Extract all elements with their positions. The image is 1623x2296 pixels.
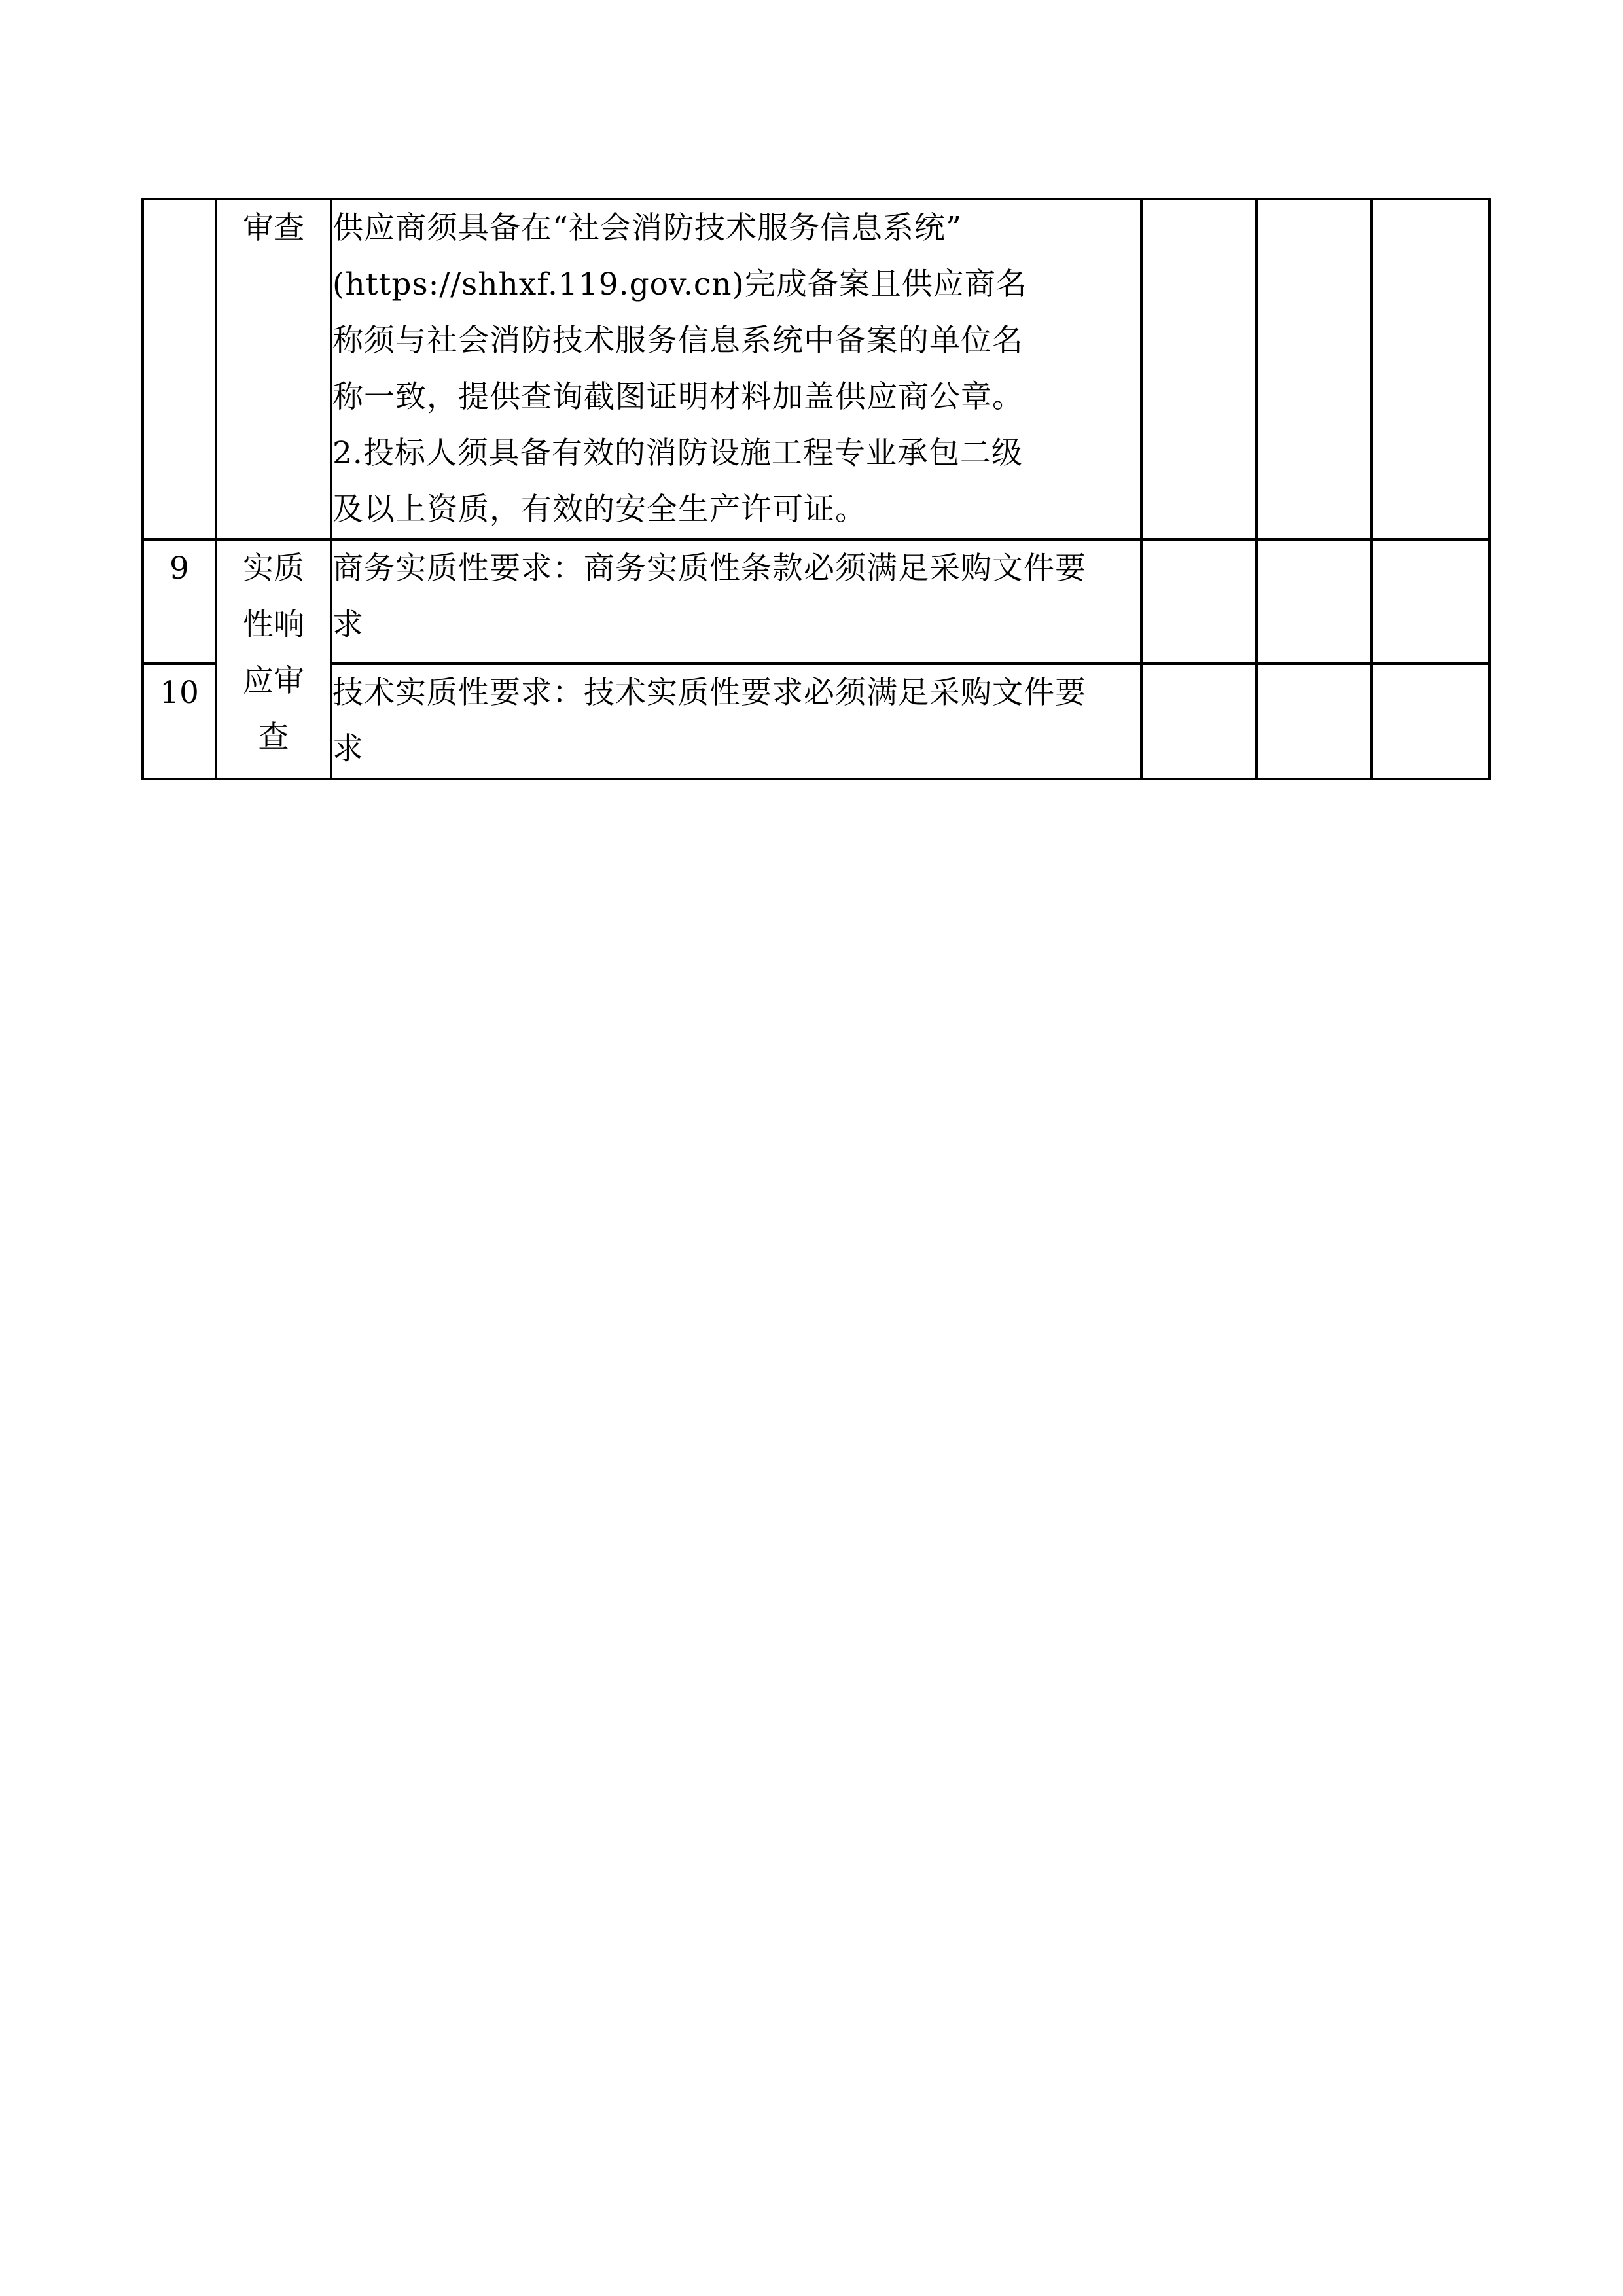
requirement-line: 求 [332, 607, 364, 643]
table-row [143, 199, 1489, 539]
requirement-line: 称一致，提供查询截图证明材料加盖供应商公章。 [332, 379, 1024, 415]
requirement-line: 及以上资质，有效的安全生产许可证。 [332, 492, 866, 528]
category-label-line: 性响 [243, 607, 304, 643]
review-criteria-table [141, 198, 1491, 780]
category-label-line: 实质 [243, 550, 304, 586]
requirement-line: (https://shhxf.119.gov.cn)完成备案且供应商名 [332, 266, 1027, 302]
empty-cell [1257, 539, 1372, 664]
row-number-cell: 9 [143, 539, 216, 664]
empty-cell [1141, 199, 1257, 539]
requirement-cell [331, 199, 1141, 539]
table-row [143, 664, 1489, 779]
requirement-line: 供应商须具备在“社会消防技术服务信息系统” [332, 210, 963, 246]
empty-cell [1372, 199, 1489, 539]
empty-cell [1372, 664, 1489, 779]
table-row [143, 539, 1489, 664]
row-number-cell: 10 [143, 664, 216, 779]
requirement-cell [331, 664, 1141, 779]
requirement-cell [331, 539, 1141, 664]
requirement-line: 求 [332, 731, 364, 767]
category-cell [216, 539, 331, 779]
requirement-line: 商务实质性要求：商务实质性条款必须满足采购文件要 [332, 550, 1086, 586]
category-cell [216, 199, 331, 539]
empty-cell [1257, 199, 1372, 539]
category-label-line: 应审 [243, 663, 304, 699]
requirement-line: 称须与社会消防技术服务信息系统中备案的单位名 [332, 323, 1024, 359]
empty-cell [1372, 539, 1489, 664]
category-label: 审查 [243, 210, 304, 246]
row-number-cell [143, 199, 216, 539]
empty-cell [1141, 539, 1257, 664]
empty-cell [1257, 664, 1372, 779]
requirement-line: 技术实质性要求：技术实质性要求必须满足采购文件要 [332, 675, 1086, 711]
category-label-line: 查 [258, 719, 289, 755]
requirement-line: 2.投标人须具备有效的消防设施工程专业承包二级 [332, 435, 1023, 471]
empty-cell [1141, 664, 1257, 779]
